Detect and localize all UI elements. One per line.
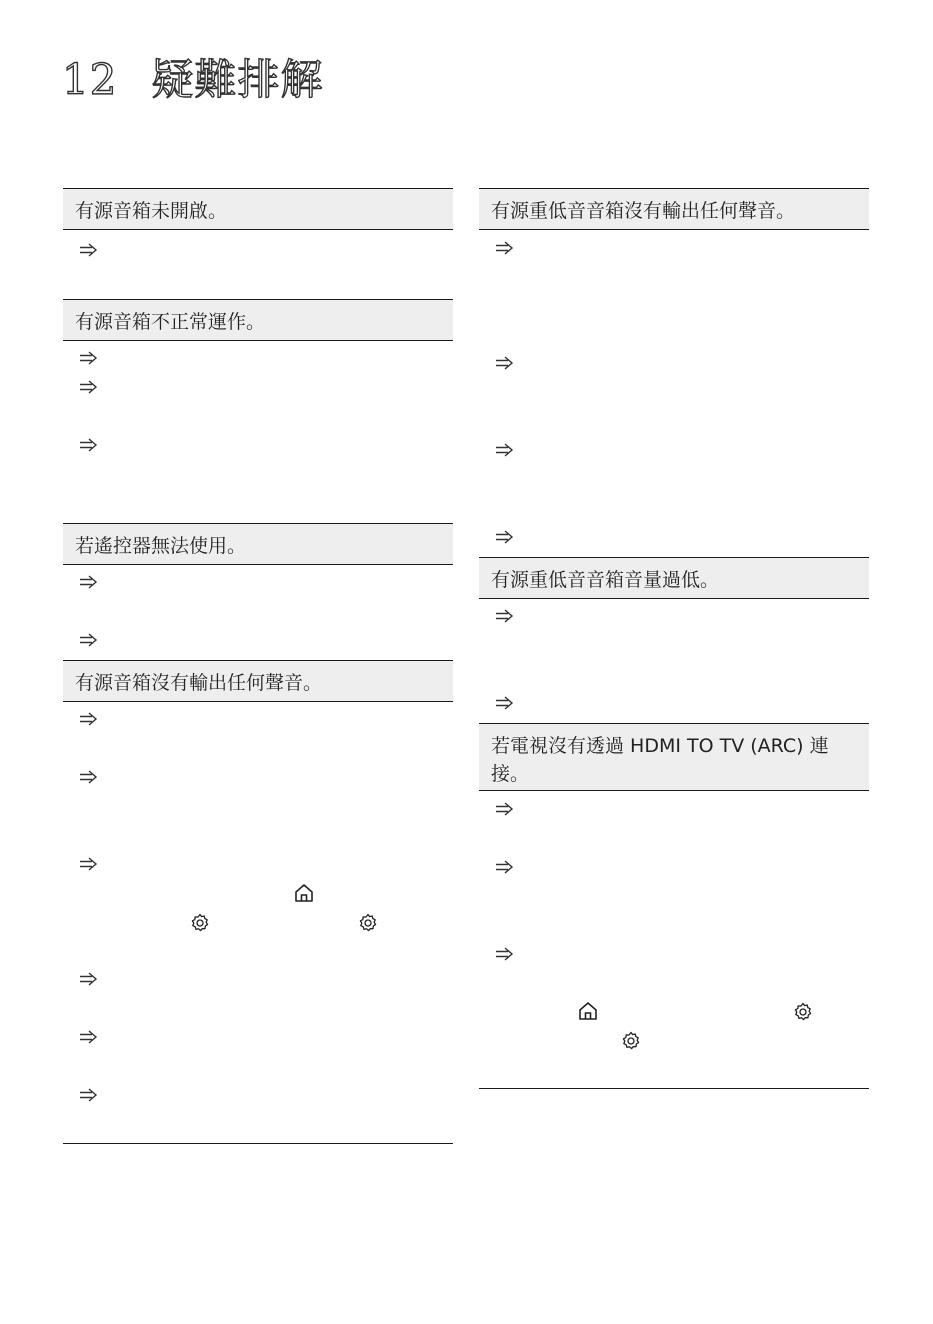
double-arrow-right-icon: [79, 1029, 99, 1045]
home-icon: [293, 882, 315, 904]
double-arrow-right-icon: [495, 355, 515, 371]
double-arrow-right-icon: [495, 695, 515, 711]
section-heading-remote-not-working: 若遙控器無法使用。: [63, 523, 453, 565]
section-heading-subwoofer-volume-low: 有源重低音音箱音量過低。: [479, 557, 869, 599]
section-heading-subwoofer-no-sound: 有源重低音音箱沒有輸出任何聲音。: [479, 188, 869, 230]
chapter-number: 12: [62, 55, 118, 104]
home-icon: [577, 1000, 599, 1022]
double-arrow-right-icon: [79, 242, 99, 258]
gear-icon: [620, 1030, 642, 1052]
double-arrow-right-icon: [79, 971, 99, 987]
gear-icon: [357, 912, 379, 934]
double-arrow-right-icon: [79, 856, 99, 872]
double-arrow-right-icon: [495, 859, 515, 875]
double-arrow-right-icon: [79, 711, 99, 727]
double-arrow-right-icon: [79, 769, 99, 785]
double-arrow-right-icon: [495, 442, 515, 458]
double-arrow-right-icon: [79, 574, 99, 590]
gear-icon: [189, 912, 211, 934]
double-arrow-right-icon: [495, 240, 515, 256]
gear-icon: [792, 1001, 814, 1023]
double-arrow-right-icon: [79, 379, 99, 395]
section-heading-speaker-no-sound: 有源音箱沒有輸出任何聲音。: [63, 660, 453, 702]
double-arrow-right-icon: [495, 946, 515, 962]
section-end-rule: [479, 1088, 869, 1089]
double-arrow-right-icon: [79, 350, 99, 366]
page-title: [62, 52, 323, 108]
double-arrow-right-icon: [495, 529, 515, 545]
double-arrow-right-icon: [79, 632, 99, 648]
chapter-title: 疑難排解: [151, 55, 324, 104]
section-heading-tv-not-connected-arc: 若電視沒有透過 HDMI TO TV (ARC) 連接。: [479, 723, 869, 791]
double-arrow-right-icon: [79, 437, 99, 453]
double-arrow-right-icon: [79, 1087, 99, 1103]
double-arrow-right-icon: [495, 801, 515, 817]
section-end-rule: [63, 1143, 453, 1144]
double-arrow-right-icon: [495, 608, 515, 624]
section-heading-speaker-malfunction: 有源音箱不正常運作。: [63, 299, 453, 341]
section-heading-speaker-not-on: 有源音箱未開啟。: [63, 188, 453, 230]
